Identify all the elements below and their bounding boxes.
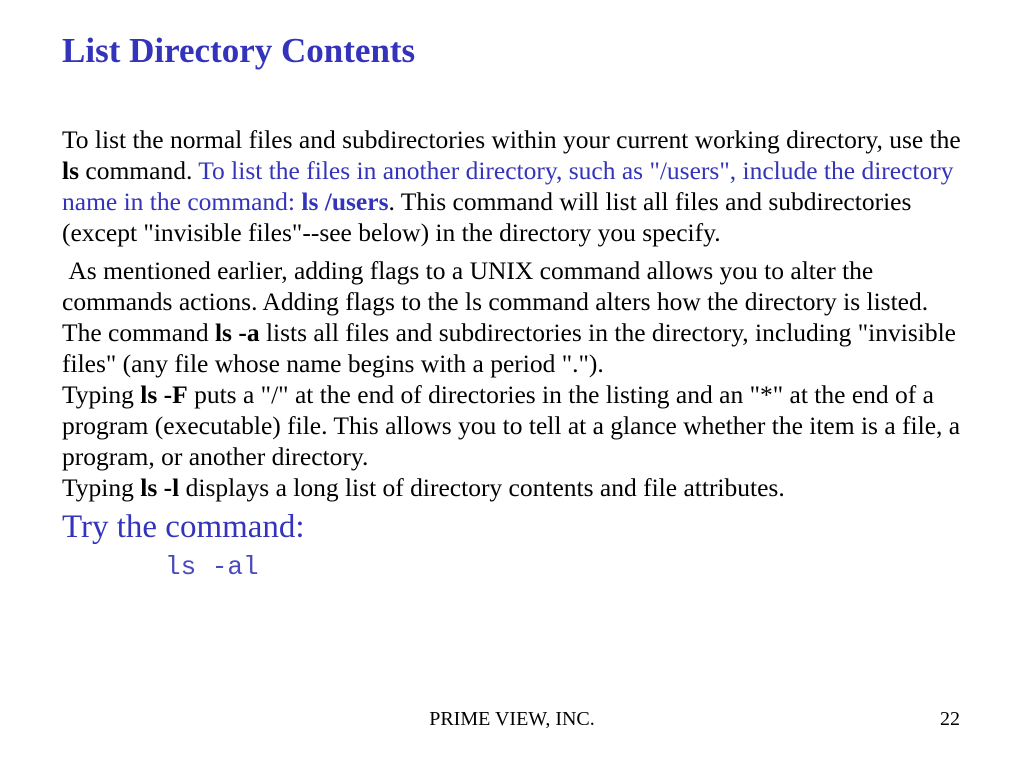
paragraph-3 [62, 379, 965, 472]
paragraph-4 [62, 472, 965, 503]
text-segment: Typing [62, 473, 141, 502]
footer [0, 704, 1024, 734]
text-segment: ls [62, 156, 80, 185]
try-command-heading: Try the command: [62, 509, 305, 545]
text-segment: Typing [62, 380, 141, 409]
text-segment: As mentioned earlier, adding flags to a UNIX command allows you to alter the commands actions. Adding flags to the ls command alters how the directory is listed. The command [62, 256, 935, 347]
text-segment: lists all files and subdirectories in the directory, including "invisible files" (any file whose name begins with a period "."). [62, 318, 963, 378]
text-segment: ls -F [140, 380, 188, 409]
text-segment: To list the normal files and subdirectories within your current working directory, use the [62, 125, 968, 154]
text-segment: puts a "/" at the end of directories in the listing and an "*" at the end of a program (executable) file. This allows you to tell at a glance whether the item is a file, a program, or another directory. [62, 380, 967, 471]
text-segment: command. [79, 156, 199, 185]
body-text [62, 124, 968, 583]
text-segment: displays a long list of directory contents and file attributes. [179, 473, 785, 502]
footer-company: PRIME VIEW, INC. [429, 708, 595, 730]
text-segment: ls -l [140, 473, 180, 502]
paragraph-1 [62, 124, 968, 248]
text-segment: To list the files in another directory, such as "/users", include the directory name in the command: [62, 156, 960, 216]
paragraph-2 [62, 255, 965, 379]
text-segment: ls /users [301, 187, 389, 216]
footer-page-number: 22 [940, 708, 960, 730]
slide-title: List Directory Contents [62, 31, 416, 70]
command-text: ls -al [165, 552, 259, 582]
text-segment: . This command will list all files and subdirectories (except "invisible files"--see below) in the directory you specify. [62, 187, 918, 247]
text-segment: ls -a [214, 318, 260, 347]
